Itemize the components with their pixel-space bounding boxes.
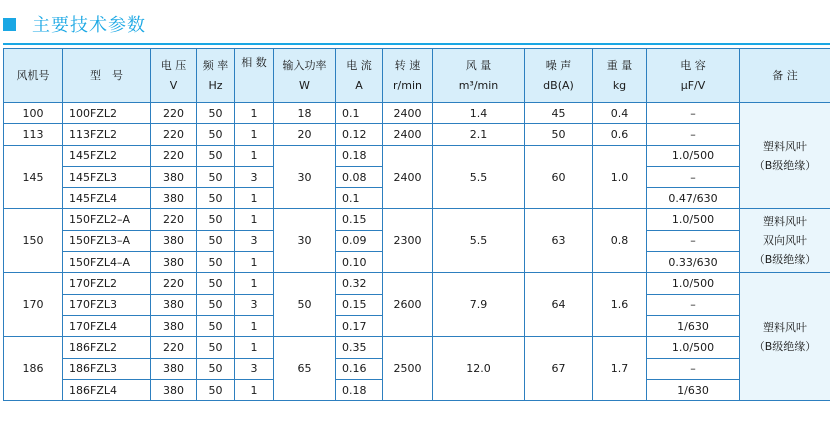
cell-model: 100FZL2 bbox=[63, 103, 151, 124]
notes-line: （B级绝缘） bbox=[753, 253, 817, 267]
cell-current: 0.18 bbox=[336, 379, 383, 400]
cell-frequency: 50 bbox=[197, 337, 235, 358]
header-speed: 转 速 r/min bbox=[383, 49, 433, 103]
square-bullet-icon bbox=[3, 18, 16, 31]
section-title bbox=[3, 12, 146, 36]
cell-current: 0.15 bbox=[336, 294, 383, 315]
cell-airflow: 7.9 bbox=[433, 273, 525, 337]
cell-phases: 1 bbox=[235, 273, 274, 294]
cell-speed: 2500 bbox=[383, 337, 433, 401]
cell-input-power: 50 bbox=[274, 273, 336, 337]
cell-current: 0.15 bbox=[336, 209, 383, 230]
notes-line: （B级绝缘） bbox=[753, 158, 817, 172]
notes-line: 塑料风叶 bbox=[763, 320, 807, 334]
cell-frequency: 50 bbox=[197, 230, 235, 251]
cell-phases: 1 bbox=[235, 188, 274, 209]
cell-model: 150FZL3–A bbox=[63, 230, 151, 251]
cell-capacitor: 1/630 bbox=[647, 315, 740, 336]
cell-notes bbox=[740, 273, 830, 401]
section-title-text: 主要技术参数 bbox=[32, 15, 146, 36]
cell-notes bbox=[740, 209, 830, 273]
cell-capacitor: 1.0/500 bbox=[647, 209, 740, 230]
cell-phases: 1 bbox=[235, 124, 274, 145]
cell-voltage: 380 bbox=[151, 252, 197, 273]
table-row bbox=[4, 124, 830, 145]
cell-capacitor: – bbox=[647, 124, 740, 145]
cell-weight: 0.8 bbox=[593, 209, 647, 273]
cell-frequency: 50 bbox=[197, 166, 235, 187]
cell-current: 0.18 bbox=[336, 145, 383, 166]
cell-speed: 2400 bbox=[383, 103, 433, 124]
cell-airflow: 5.5 bbox=[433, 145, 525, 209]
cell-frequency: 50 bbox=[197, 252, 235, 273]
cell-input-power: 65 bbox=[274, 337, 336, 401]
cell-input-power: 20 bbox=[274, 124, 336, 145]
cell-noise: 67 bbox=[525, 337, 593, 401]
cell-capacitor: – bbox=[647, 103, 740, 124]
cell-voltage: 220 bbox=[151, 209, 197, 230]
cell-frequency: 50 bbox=[197, 103, 235, 124]
table-row bbox=[4, 103, 830, 124]
cell-model: 170FZL4 bbox=[63, 315, 151, 336]
table-header-row bbox=[4, 49, 830, 103]
cell-phases: 3 bbox=[235, 166, 274, 187]
header-model: 型 号 bbox=[63, 49, 151, 103]
cell-weight: 1.6 bbox=[593, 273, 647, 337]
cell-model: 113FZL2 bbox=[63, 124, 151, 145]
table-row bbox=[4, 209, 830, 230]
cell-noise: 63 bbox=[525, 209, 593, 273]
cell-noise: 50 bbox=[525, 124, 593, 145]
header-airflow: 风 量 m³/min bbox=[433, 49, 525, 103]
cell-current: 0.32 bbox=[336, 273, 383, 294]
table-row bbox=[4, 145, 830, 166]
cell-current: 0.12 bbox=[336, 124, 383, 145]
cell-model: 145FZL3 bbox=[63, 166, 151, 187]
cell-model: 186FZL4 bbox=[63, 379, 151, 400]
cell-model: 145FZL4 bbox=[63, 188, 151, 209]
cell-model: 186FZL2 bbox=[63, 337, 151, 358]
notes-line: （B级绝缘） bbox=[753, 339, 817, 353]
cell-fan-no: 100 bbox=[4, 103, 63, 124]
cell-frequency: 50 bbox=[197, 379, 235, 400]
cell-capacitor: – bbox=[647, 166, 740, 187]
cell-frequency: 50 bbox=[197, 145, 235, 166]
cell-fan-no: 113 bbox=[4, 124, 63, 145]
cell-current: 0.08 bbox=[336, 166, 383, 187]
title-divider bbox=[3, 43, 830, 45]
cell-airflow: 2.1 bbox=[433, 124, 525, 145]
cell-capacitor: 1/630 bbox=[647, 379, 740, 400]
cell-voltage: 380 bbox=[151, 358, 197, 379]
cell-current: 0.16 bbox=[336, 358, 383, 379]
cell-airflow: 12.0 bbox=[433, 337, 525, 401]
notes-line: 塑料风叶 bbox=[763, 139, 807, 153]
cell-fan-no: 170 bbox=[4, 273, 63, 337]
cell-fan-no: 186 bbox=[4, 337, 63, 401]
cell-voltage: 380 bbox=[151, 294, 197, 315]
cell-frequency: 50 bbox=[197, 315, 235, 336]
cell-current: 0.10 bbox=[336, 252, 383, 273]
cell-capacitor: 0.33/630 bbox=[647, 252, 740, 273]
cell-phases: 3 bbox=[235, 294, 274, 315]
header-current: 电 流 A bbox=[336, 49, 383, 103]
table-row bbox=[4, 337, 830, 358]
cell-frequency: 50 bbox=[197, 209, 235, 230]
cell-frequency: 50 bbox=[197, 188, 235, 209]
cell-model: 170FZL3 bbox=[63, 294, 151, 315]
cell-airflow: 5.5 bbox=[433, 209, 525, 273]
cell-weight: 1.7 bbox=[593, 337, 647, 401]
cell-phases: 1 bbox=[235, 145, 274, 166]
header-capacitor: 电 容 μF/V bbox=[647, 49, 740, 103]
cell-model: 145FZL2 bbox=[63, 145, 151, 166]
cell-voltage: 220 bbox=[151, 273, 197, 294]
cell-current: 0.09 bbox=[336, 230, 383, 251]
cell-weight: 1.0 bbox=[593, 145, 647, 209]
cell-speed: 2400 bbox=[383, 145, 433, 209]
cell-input-power: 18 bbox=[274, 103, 336, 124]
notes-line: 塑料风叶 bbox=[763, 215, 807, 229]
cell-voltage: 220 bbox=[151, 337, 197, 358]
cell-current: 0.17 bbox=[336, 315, 383, 336]
cell-weight: 0.4 bbox=[593, 103, 647, 124]
cell-input-power: 30 bbox=[274, 145, 336, 209]
cell-capacitor: 1.0/500 bbox=[647, 273, 740, 294]
cell-phases: 1 bbox=[235, 103, 274, 124]
cell-phases: 1 bbox=[235, 337, 274, 358]
cell-fan-no: 145 bbox=[4, 145, 63, 209]
header-phases: 相 数 bbox=[235, 49, 274, 103]
cell-voltage: 220 bbox=[151, 145, 197, 166]
cell-capacitor: 1.0/500 bbox=[647, 145, 740, 166]
cell-current: 0.1 bbox=[336, 188, 383, 209]
spec-table bbox=[3, 48, 830, 401]
cell-fan-no: 150 bbox=[4, 209, 63, 273]
header-fan-no: 风机号 bbox=[4, 49, 63, 103]
header-input-power: 输入功率 W bbox=[274, 49, 336, 103]
header-weight: 重 量 kg bbox=[593, 49, 647, 103]
cell-speed: 2400 bbox=[383, 124, 433, 145]
cell-phases: 3 bbox=[235, 230, 274, 251]
cell-speed: 2600 bbox=[383, 273, 433, 337]
cell-voltage: 380 bbox=[151, 188, 197, 209]
cell-noise: 45 bbox=[525, 103, 593, 124]
cell-model: 170FZL2 bbox=[63, 273, 151, 294]
cell-frequency: 50 bbox=[197, 124, 235, 145]
notes-line: 双向风叶 bbox=[763, 234, 807, 248]
cell-voltage: 220 bbox=[151, 103, 197, 124]
cell-frequency: 50 bbox=[197, 358, 235, 379]
cell-phases: 1 bbox=[235, 315, 274, 336]
cell-voltage: 220 bbox=[151, 124, 197, 145]
cell-voltage: 380 bbox=[151, 379, 197, 400]
cell-model: 186FZL3 bbox=[63, 358, 151, 379]
cell-notes bbox=[740, 103, 830, 209]
cell-current: 0.1 bbox=[336, 103, 383, 124]
cell-speed: 2300 bbox=[383, 209, 433, 273]
cell-voltage: 380 bbox=[151, 315, 197, 336]
cell-capacitor: 1.0/500 bbox=[647, 337, 740, 358]
header-frequency: 频 率 Hz bbox=[197, 49, 235, 103]
cell-noise: 60 bbox=[525, 145, 593, 209]
cell-capacitor: 0.47/630 bbox=[647, 188, 740, 209]
cell-frequency: 50 bbox=[197, 273, 235, 294]
cell-model: 150FZL2–A bbox=[63, 209, 151, 230]
cell-model: 150FZL4–A bbox=[63, 252, 151, 273]
cell-frequency: 50 bbox=[197, 294, 235, 315]
header-noise: 噪 声 dB(A) bbox=[525, 49, 593, 103]
cell-phases: 1 bbox=[235, 379, 274, 400]
cell-weight: 0.6 bbox=[593, 124, 647, 145]
table-body bbox=[4, 103, 830, 401]
cell-capacitor: – bbox=[647, 294, 740, 315]
table-row bbox=[4, 273, 830, 294]
cell-voltage: 380 bbox=[151, 166, 197, 187]
header-notes: 备 注 bbox=[740, 49, 830, 103]
header-voltage: 电 压 V bbox=[151, 49, 197, 103]
cell-phases: 1 bbox=[235, 209, 274, 230]
cell-voltage: 380 bbox=[151, 230, 197, 251]
cell-noise: 64 bbox=[525, 273, 593, 337]
cell-input-power: 30 bbox=[274, 209, 336, 273]
cell-airflow: 1.4 bbox=[433, 103, 525, 124]
cell-current: 0.35 bbox=[336, 337, 383, 358]
cell-phases: 3 bbox=[235, 358, 274, 379]
cell-phases: 1 bbox=[235, 252, 274, 273]
cell-capacitor: – bbox=[647, 230, 740, 251]
cell-capacitor: – bbox=[647, 358, 740, 379]
